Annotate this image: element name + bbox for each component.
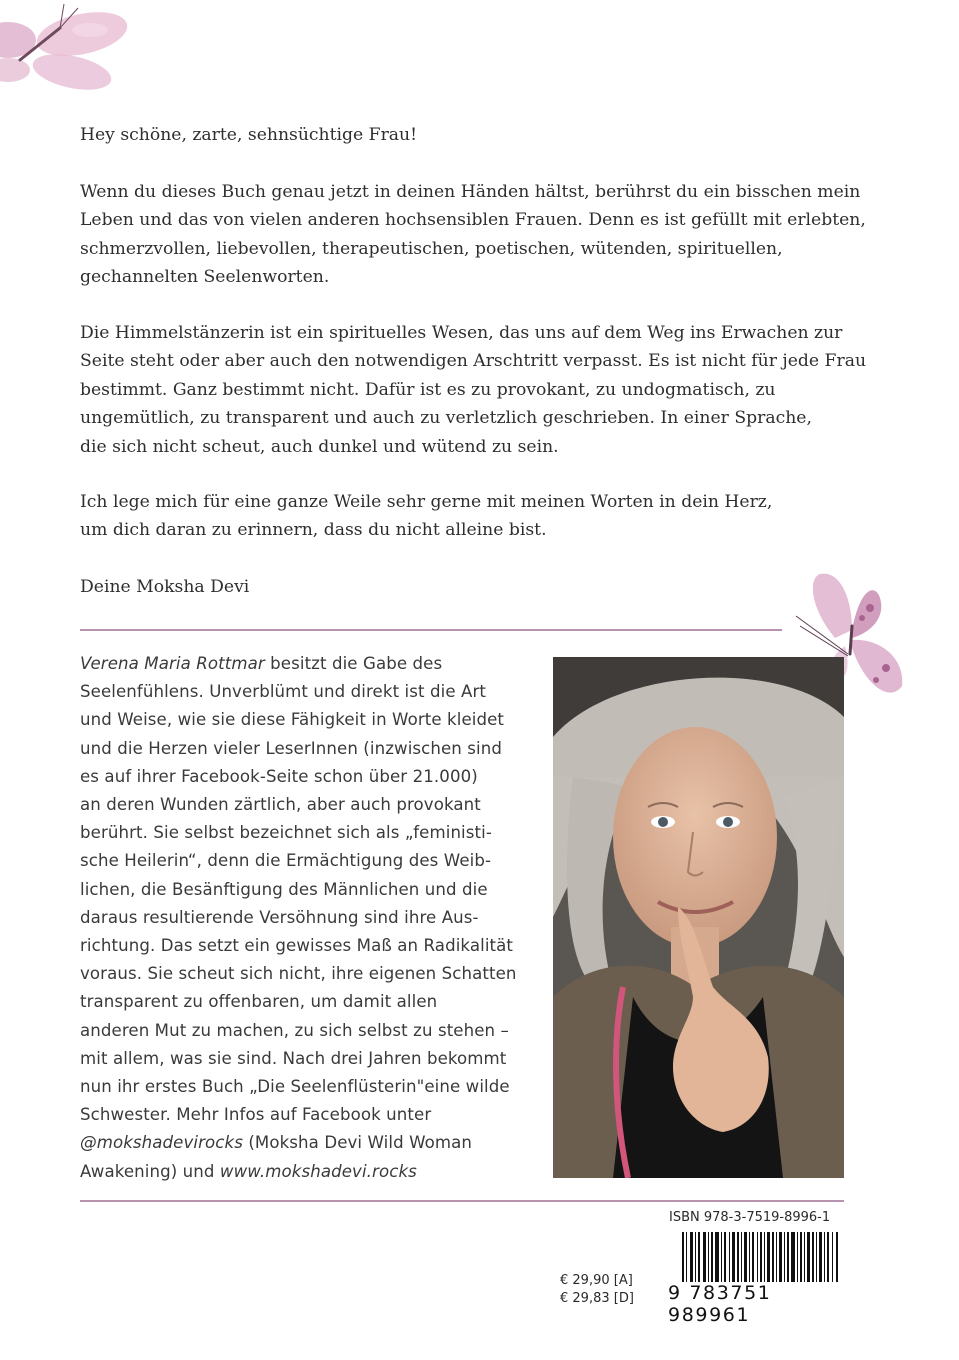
bio-line: anderen Mut zu machen, zu sich selbst zu stehen – [80, 1020, 509, 1040]
bio-line: besitzt die Gabe des [264, 654, 443, 673]
paragraph-line: schmerzvollen, liebevollen, therapeutischen, poetischen, wütenden, spirituellen, [80, 238, 783, 259]
paragraph-line: bestimmt. Ganz bestimmt nicht. Dafür ist es zu provokant, zu undogmatisch, zu [80, 379, 776, 400]
bio-line: transparent zu offenbaren, um damit allen [80, 992, 438, 1012]
bio-line: und Weise, wie sie diese Fähigkeit in Worte kleidet [80, 710, 505, 730]
paragraph-3 [80, 488, 880, 545]
greeting-text: Hey schöne, zarte, sehnsüchtige Frau! [80, 125, 418, 145]
author-portrait-image [553, 657, 844, 1178]
bio-line-prefix: Awakening) und [80, 1161, 220, 1181]
bio-line: richtung. Das setzt ein gewisses Maß an Radikalität [80, 936, 514, 956]
website-link: www.mokshadevi.rocks [219, 1161, 417, 1181]
isbn-text: ISBN 978-3-7519-8996-1 [669, 1210, 831, 1225]
paragraph-line: Ich lege mich für eine ganze Weile sehr gerne mit meinen Worten in dein Herz, [80, 492, 773, 512]
paragraph-line: Seite steht oder aber auch den notwendigen Arschtritt verpasst. Es ist nicht für jede Frau [80, 351, 867, 372]
paragraph-1 [80, 178, 880, 292]
bio-line: nun ihr erstes Buch „Die Seelenflüsterin"eine wilde [80, 1077, 510, 1097]
butterfly-top-left-icon [0, 0, 140, 100]
bio-line: lichen, die Besänftigung des Männlichen und die [80, 879, 488, 899]
price-de: € 29,83 [D] [560, 1291, 634, 1306]
bio-line [80, 1129, 535, 1157]
paragraph-line: die sich nicht scheut, auch dunkel und wütend zu sein. [80, 436, 559, 457]
paragraph-line: gechannelten Seelenworten. [80, 267, 330, 288]
bio-line: sche Heilerin“, denn die Ermächtigung des Weib- [80, 851, 492, 871]
bio-line [80, 1158, 535, 1186]
facebook-handle: @mokshadevirocks [80, 1133, 243, 1153]
price-at: € 29,90 [A] [560, 1273, 633, 1288]
barcode-digits: 9 783751 989961 [668, 1282, 840, 1326]
bio-line: Schwester. Mehr Infos auf Facebook unter [80, 1105, 432, 1125]
author-name: Verena Maria Rottmar [80, 654, 265, 673]
paragraph-line: ungemütlich, zu transparent und auch zu verletzlich geschrieben. In einer Sprache, [80, 408, 812, 429]
author-photo [553, 657, 844, 1178]
bio-line: daraus resultierende Versöhnung sind ihre Aus- [80, 907, 479, 927]
bio-line: es auf ihrer Facebook-Seite schon über 21.000) [80, 766, 478, 786]
paragraph-line: um dich daran zu erinnern, dass du nicht alleine bist. [80, 520, 547, 541]
bio-first-line [80, 650, 535, 678]
paragraph-line: Wenn du dieses Buch genau jetzt in deinen Händen hältst, berührst du ein bisschen mein [80, 182, 861, 202]
signature-text: Deine Moksha Devi [80, 577, 250, 597]
bio-line: mit allem, was sie sind. Nach drei Jahren bekommt [80, 1048, 507, 1068]
bio-line: berührt. Sie selbst bezeichnet sich als „feministi- [80, 823, 492, 843]
bio-line: an deren Wunden zärtlich, aber auch provokant [80, 795, 481, 815]
author-bio [80, 650, 535, 1186]
bio-line: und die Herzen vieler LeserInnen (inzwischen sind [80, 738, 502, 758]
paragraph-line: Die Himmelstänzerin ist ein spirituelles Wesen, das uns auf dem Weg ins Erwachen zur [80, 323, 843, 343]
paragraph-2 [80, 319, 880, 461]
bio-line-suffix: (Moksha Devi Wild Woman [242, 1133, 473, 1153]
bio-line: Seelenfühlens. Unverblümt und direkt ist die Art [80, 682, 486, 702]
paragraph-line: Leben und das von vielen anderen hochsensiblen Frauen. Denn es ist gefüllt mit erlebten, [80, 210, 866, 231]
divider-top [80, 629, 782, 631]
bio-line: voraus. Sie scheut sich nicht, ihre eigenen Schatten [80, 964, 517, 984]
divider-bottom [80, 1200, 844, 1202]
